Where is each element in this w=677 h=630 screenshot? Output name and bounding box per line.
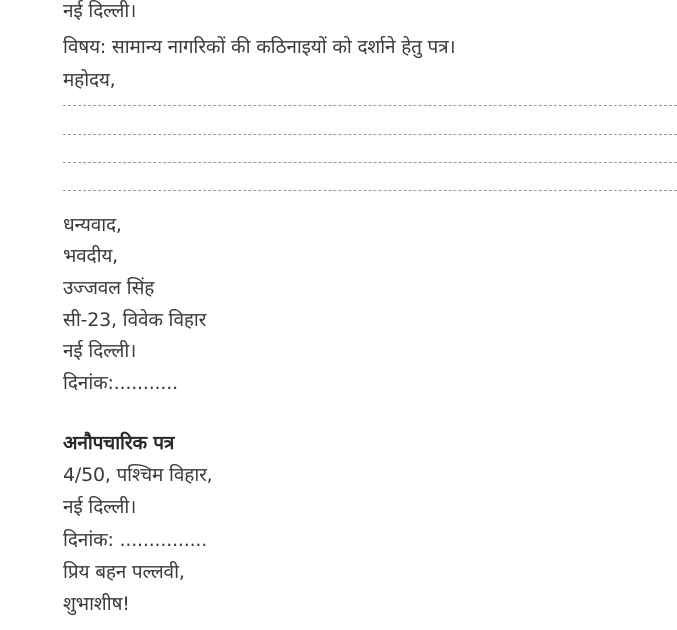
blank-writing-line xyxy=(63,162,677,163)
formal-sender-name: उज्जवल सिंह xyxy=(63,277,155,299)
formal-sender-city: नई दिल्ली। xyxy=(63,340,137,362)
formal-sender-address: सी-23, विवेक विहार xyxy=(63,309,207,331)
formal-date-line: दिनांक:........... xyxy=(63,372,178,394)
informal-greeting: शुभाशीष! xyxy=(63,593,130,615)
formal-subject: विषय: सामान्य नागरिकों की कठिनाइयों को दर्शाने हेतु पत्र। xyxy=(63,36,456,58)
formal-salutation: महोदय, xyxy=(63,69,116,91)
informal-date-line: दिनांक: ............... xyxy=(63,529,208,551)
formal-closing: धन्यवाद, xyxy=(63,214,122,236)
blank-writing-line xyxy=(63,190,677,191)
formal-city: नई दिल्ली। xyxy=(63,0,137,22)
blank-writing-line xyxy=(63,134,677,135)
formal-valediction: भवदीय, xyxy=(63,245,118,267)
informal-salutation: प्रिय बहन पल्लवी, xyxy=(63,561,185,583)
informal-address-line1: 4/50, पश्चिम विहार, xyxy=(63,464,213,486)
informal-heading: अनौपचारिक पत्र xyxy=(63,432,175,454)
blank-writing-line xyxy=(63,105,677,106)
informal-address-line2: नई दिल्ली। xyxy=(63,496,137,518)
